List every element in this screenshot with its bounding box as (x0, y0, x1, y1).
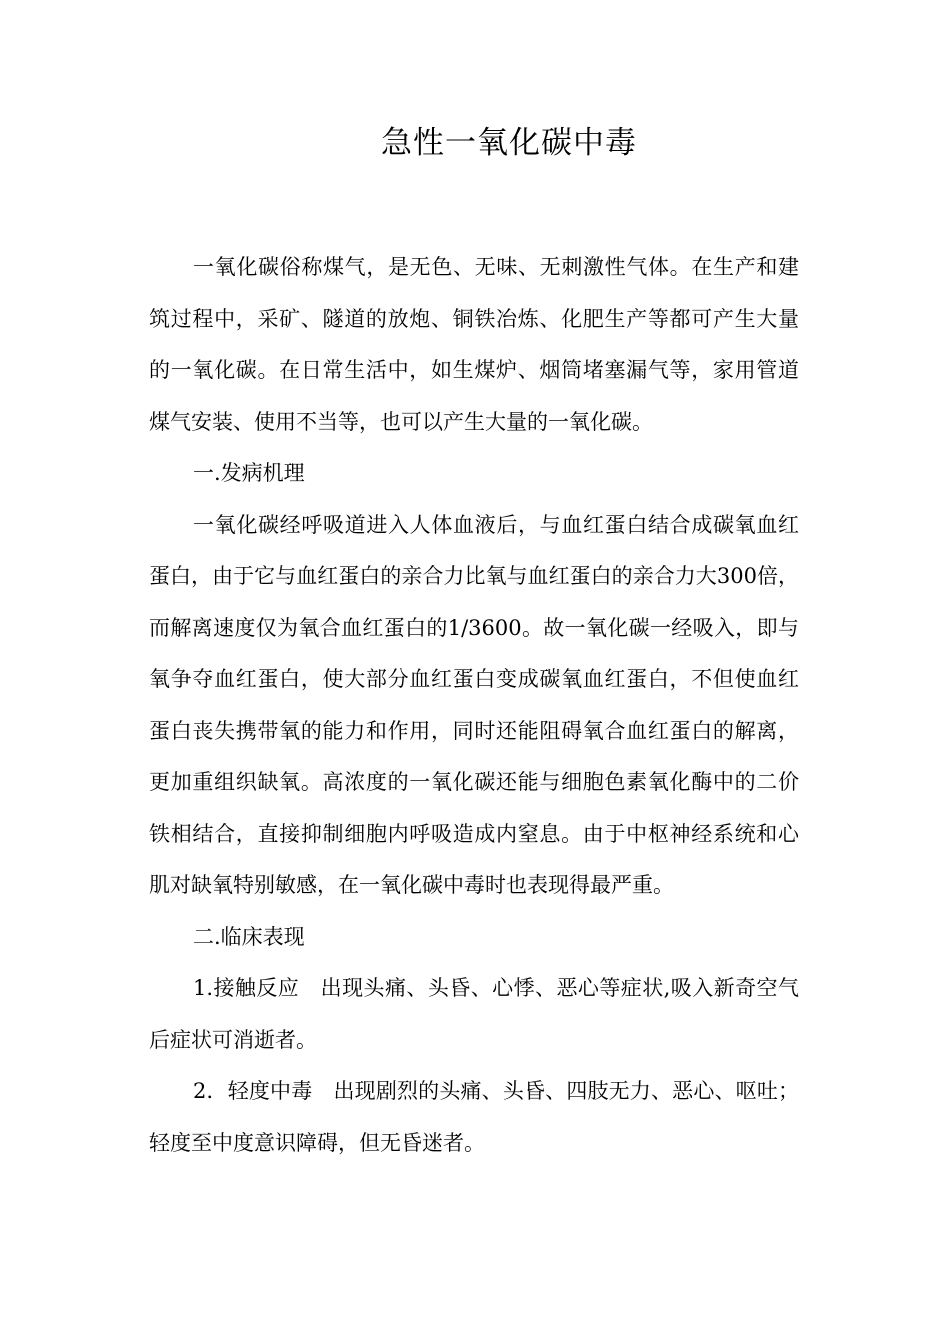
paragraph-mild-poisoning: 2．轻度中毒 出现剧烈的头痛、头昏、四肢无力、恶心、呕吐；轻度至中度意识障碍，但无昏迷者。 (149, 1079, 799, 1155)
document-body (149, 242, 799, 1169)
document-title: 急性一氧化碳中毒 (381, 125, 637, 161)
section-heading-clinical: 二.临床表现 (193, 924, 305, 949)
paragraph-contact-reaction: 1.接触反应 出现头痛、头昏、心悸、恶心等症状,吸入新奇空气后症状可消逝者。 (149, 976, 799, 1052)
section-heading-pathogenesis: 一.发病机理 (193, 461, 305, 485)
paragraph-pathogenesis: 一氧化碳经呼吸道进入人体血液后，与血红蛋白结合成碳氧血红蛋白，由于它与血红蛋白的亲合力比氧与血红蛋白的亲合力大300倍，而解离速度仅为氧合血红蛋白的1/3600。故一氧化碳一经吸入，即与氧争夺血红蛋白，使大部分血红蛋白变成碳氧血红蛋白，不但使血红蛋白丧失携带氧的能力和作用，同时还能阻碍氧合血红蛋白的解离，更加重组织缺氧。高浓度的一氧化碳还能与细胞色素氧化酶中的二价铁相结合，直接抑制细胞内呼吸造成内窒息。由于中枢神经系统和心肌对缺氧特别敏感，在一氧化碳中毒时也表现得最严重。 (149, 512, 799, 897)
paragraph-intro: 一氧化碳俗称煤气，是无色、无味、无刺激性气体。在生产和建筑过程中，采矿、隧道的放炮、铜铁冶炼、化肥生产等都可产生大量的一氧化碳。在日常生活中，如生煤炉、烟筒堵塞漏气等，家用管道煤气安装、使用不当等，也可以产生大量的一氧化碳。 (149, 255, 799, 434)
